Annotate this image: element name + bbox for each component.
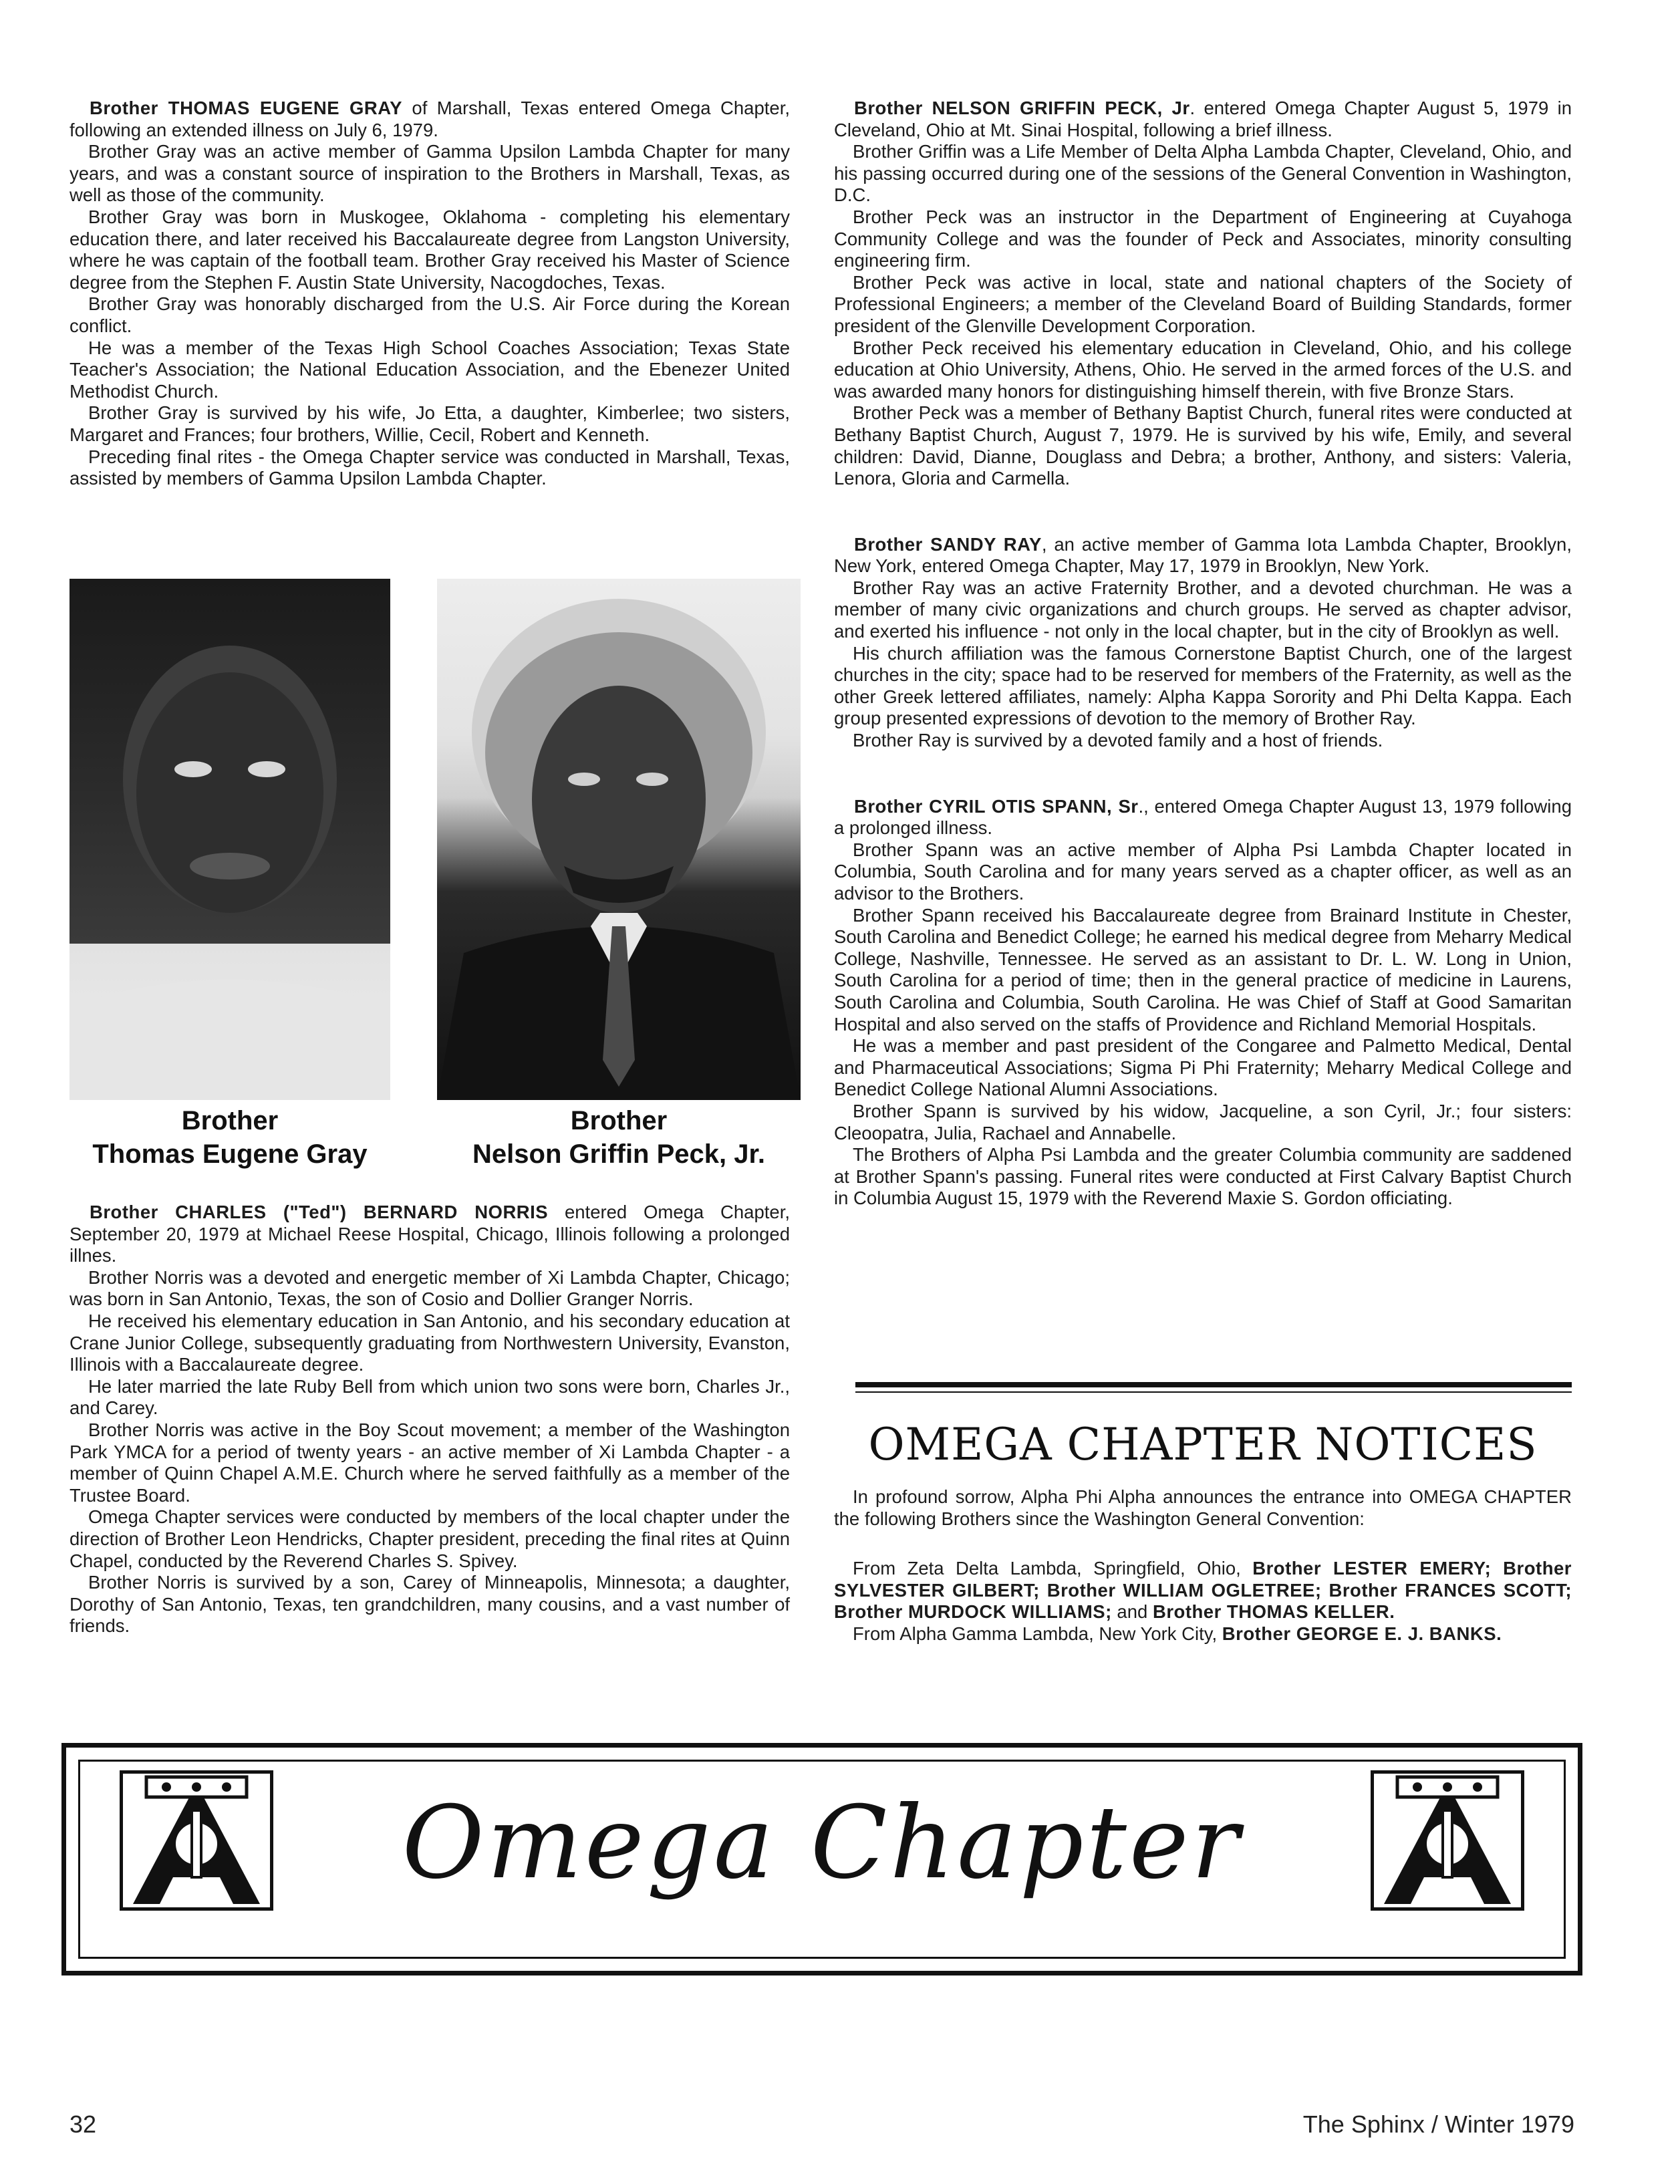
obituary-peck — [834, 98, 1572, 490]
norris-lead: Brother CHARLES ("Ted") BERNARD NORRIS entered Omega Chapter, September 20, 1979 at Michael Reese Hospital, Chicago, Illinois following a prolonged illnes. — [69, 1202, 790, 1266]
spacer — [834, 752, 1572, 796]
section-divider — [855, 1382, 1572, 1387]
spann-paragraph: Brother Spann was an active member of Alpha Psi Lambda Chapter located in Columbia, South Carolina and for many years served as a chapter officer, as well as an advisor to the Brothers. — [834, 839, 1572, 904]
gray-paragraph: Preceding final rites - the Omega Chapter service was conducted in Marshall, Texas, assisted by members of Gamma Upsilon Lambda Chapter. — [69, 446, 790, 489]
spann-paragraph: Brother Spann received his Baccalaureate degree from Brainard Institute in Chester, South Carolina and Benedict College; he earned his medical degree from Meharry Medical College, Nashville, Tennessee. He served as an assistant to Dr. L. W. Long in Union, South Carolina for a period of time; then in the general practice of medicine in Laurens, South Carolina and Columbia, South Carolina. He was Chief of Staff at Good Samaritan Hospital and also served on the staffs of Providence and Richland Memorial Hospitals. — [834, 904, 1572, 1035]
portrait-gray-drawing — [69, 579, 390, 1100]
caption-peck: Brother Nelson Griffin Peck, Jr. — [472, 1106, 765, 1169]
norris-paragraph: He later married the late Ruby Bell from which union two sons were born, Charles Jr., and Carey. — [69, 1375, 790, 1419]
notices-zeta-delta-lambda: From Zeta Delta Lambda, Springfield, Ohio, Brother LESTER EMERY; Brother SYLVESTER GILBERT; Brother WILLIAM OGLETREE; Brother FRANCES SCOTT; Brother MURDOCK WILLIAMS; and Brother THOMAS KELLER. — [834, 1558, 1572, 1623]
peck-paragraph: Brother Peck was active in local, state and national chapters of the Society of Professional Engineers; a member of the Cleveland Board of Building Standards, former president of the Glenville Development Corporation. — [834, 271, 1572, 336]
peck-name: Brother NELSON GRIFFIN PECK, Jr — [854, 98, 1190, 118]
omega-chapter-notices — [834, 1486, 1572, 1645]
gray-paragraph: Brother Gray was honorably discharged from the U.S. Air Force during the Korean conflict. — [69, 293, 790, 336]
ray-paragraph: Brother Ray was an active Fraternity Brother, and a devoted churchman. He was a member of many civic organizations and church groups. He served as chapter advisor, and exerted his influence - not only in the local chapter, but in the city of Brooklyn as well. — [834, 577, 1572, 642]
gray-lead: Brother THOMAS EUGENE GRAY of Marshall, Texas entered Omega Chapter, following an extended illness on July 6, 1979. — [69, 98, 790, 140]
banner-title: Omega Chapter — [402, 1785, 1242, 1901]
norris-paragraph: Brother Norris was active in the Boy Scout movement; a member of the Washington Park YMCA for a period of twenty years - an active member of Xi Lambda Chapter - a member of Quinn Chapel A.M.E. Church where he served faithfully as a member of the Trustee Board. — [69, 1419, 790, 1506]
gray-paragraph: Brother Gray is survived by his wife, Jo Etta, a daughter, Kimberlee; two sisters, Margaret and Frances; four brothers, Willie, Cecil, Robert and Kenneth. — [69, 402, 790, 445]
portrait-peck-drawing — [437, 579, 801, 1100]
gray-paragraph: He was a member of the Texas High School Coaches Association; Texas State Teacher's Association; the National Education Association, and the Ebenezer United Methodist Church. — [69, 337, 790, 402]
section-divider — [855, 1391, 1572, 1393]
portrait-photo-gray — [69, 579, 390, 1100]
obituary-ray — [834, 534, 1572, 752]
ray-lead: Brother SANDY RAY, an active member of Gamma Iota Lambda Chapter, Brooklyn, New York, entered Omega Chapter, May 17, 1979 in Brooklyn, New York. — [834, 533, 1572, 577]
ray-name: Brother SANDY RAY — [854, 533, 1042, 555]
notices-heading: OMEGA CHAPTER NOTICES — [868, 1419, 1538, 1470]
norris-paragraph: Brother Norris is survived by a son, Carey of Minneapolis, Minnesota; a daughter, Dorothy of San Antonio, Texas, ten grandchildren, many cousins, and a vast number of friends. — [69, 1572, 790, 1637]
ray-paragraph: Brother Ray is survived by a devoted family and a host of friends. — [853, 730, 1383, 751]
peck-paragraph: Brother Peck was an instructor in the Department of Engineering at Cuyahoga Community College and was the founder of Peck and Associates, minority consulting engineering firm. — [834, 206, 1572, 271]
notices-intro: In profound sorrow, Alpha Phi Alpha announces the entrance into OMEGA CHAPTER the following Brothers since the Washington General Convention: — [834, 1486, 1572, 1529]
spacer — [834, 1530, 1572, 1558]
ray-paragraph: His church affiliation was the famous Cornerstone Baptist Church, one of the largest churches in the city; space had to be reserved for members of the Fraternity, as well as the other Greek lettered affiliates, namely: Alpha Kappa Sorority and Phi Delta Kappa. Each group presented expressions of devotion to the memory of Brother Ray. — [834, 642, 1572, 729]
obituary-norris — [69, 1202, 790, 1637]
publication-footer: The Sphinx / Winter 1979 — [1302, 2110, 1574, 2138]
spann-name: Brother CYRIL OTIS SPANN, Sr — [854, 795, 1139, 817]
peck-lead: Brother NELSON GRIFFIN PECK, Jr. entered Omega Chapter August 5, 1979 in Cleveland, Ohio at Mt. Sinai Hospital, following a brief illness. — [834, 98, 1572, 140]
norris-name: Brother CHARLES ("Ted") BERNARD NORRIS — [90, 1202, 549, 1222]
spann-paragraph: The Brothers of Alpha Psi Lambda and the greater Columbia community are saddened at Brother Spann's passing. Funeral rites were conducted at First Calvary Baptist Church in Columbia August 15, 1979 with the Reverend Maxie S. Gordon officiating. — [834, 1144, 1572, 1209]
omega-chapter-banner — [61, 1743, 1582, 1975]
peck-paragraph: Brother Griffin was a Life Member of Delta Alpha Lambda Chapter, Cleveland, Ohio, and his passing occurred during one of the sessions of the General Convention in Washington, D.C. — [834, 141, 1572, 206]
gray-paragraph: Brother Gray was an active member of Gamma Upsilon Lambda Chapter for many years, and was a constant source of inspiration to the Brothers in Marshall, Texas, as well as those of the community. — [69, 141, 790, 206]
gray-name: Brother THOMAS EUGENE GRAY — [90, 98, 402, 118]
right-column — [834, 98, 1572, 1210]
peck-paragraph: Brother Peck was a member of Bethany Baptist Church, funeral rites were conducted at Bethany Baptist Church, August 7, 1979. He is survived by his wife, Emily, and several children: David, Dianne, Douglass and Debra; a brother, Anthony, and sisters: Valeria, Lenora, Gloria and Carmella. — [834, 402, 1572, 489]
spann-lead: Brother CYRIL OTIS SPANN, Sr., entered Omega Chapter August 13, 1979 following a prolonged illness. — [834, 795, 1572, 839]
gray-paragraph: Brother Gray was born in Muskogee, Oklahoma - completing his elementary education there, and later received his Baccalaureate degree from Langston University, where he was captain of the football team. Brother Gray received his Master of Science degree from the Stephen F. Austin State University, Nacogdoches, Texas. — [69, 206, 790, 293]
norris-paragraph: Omega Chapter services were conducted by members of the local chapter under the direction of Brother Leon Hendricks, Chapter president, preceding the final rites at Quinn Chapel, conducted by the Reverend Charles S. Spivey. — [69, 1506, 790, 1571]
obituary-spann — [834, 796, 1572, 1210]
obituary-gray — [69, 98, 790, 490]
spann-paragraph: He was a member and past president of the Congaree and Palmetto Medical, Dental and Pharmaceutical Associations; Sigma Pi Phi Fraternity; Meharry Medical College and Benedict College National Alumni Associations. — [834, 1035, 1572, 1100]
notices-alpha-gamma-lambda: From Alpha Gamma Lambda, New York City, Brother GEORGE E. J. BANKS. — [853, 1623, 1502, 1644]
page-number: 32 — [69, 2110, 97, 2138]
norris-paragraph: He received his elementary education in San Antonio, and his secondary education at Crane Junior College, subsequently graduating from Northwestern University, Evanston, Illinois with a Baccalaureate degree. — [69, 1310, 790, 1375]
portrait-photo-peck — [437, 579, 801, 1100]
spacer — [834, 490, 1572, 534]
caption-gray: Brother Thomas Eugene Gray — [92, 1106, 368, 1169]
norris-paragraph: Brother Norris was a devoted and energetic member of Xi Lambda Chapter, Chicago; was born in San Antonio, Texas, the son of Cosio and Dollier Granger Norris. — [69, 1266, 790, 1310]
spann-paragraph: Brother Spann is survived by his widow, Jacqueline, a son Cyril, Jr.; four sisters: Cleoopatra, Julia, Rachael and Annabelle. — [834, 1100, 1572, 1143]
peck-paragraph: Brother Peck received his elementary education in Cleveland, Ohio, and his college education at Ohio University, Athens, Ohio. He served in the armed forces of the U.S. and was awarded many honors for distinguishing himself therein, with five Bronze Stars. — [834, 337, 1572, 402]
